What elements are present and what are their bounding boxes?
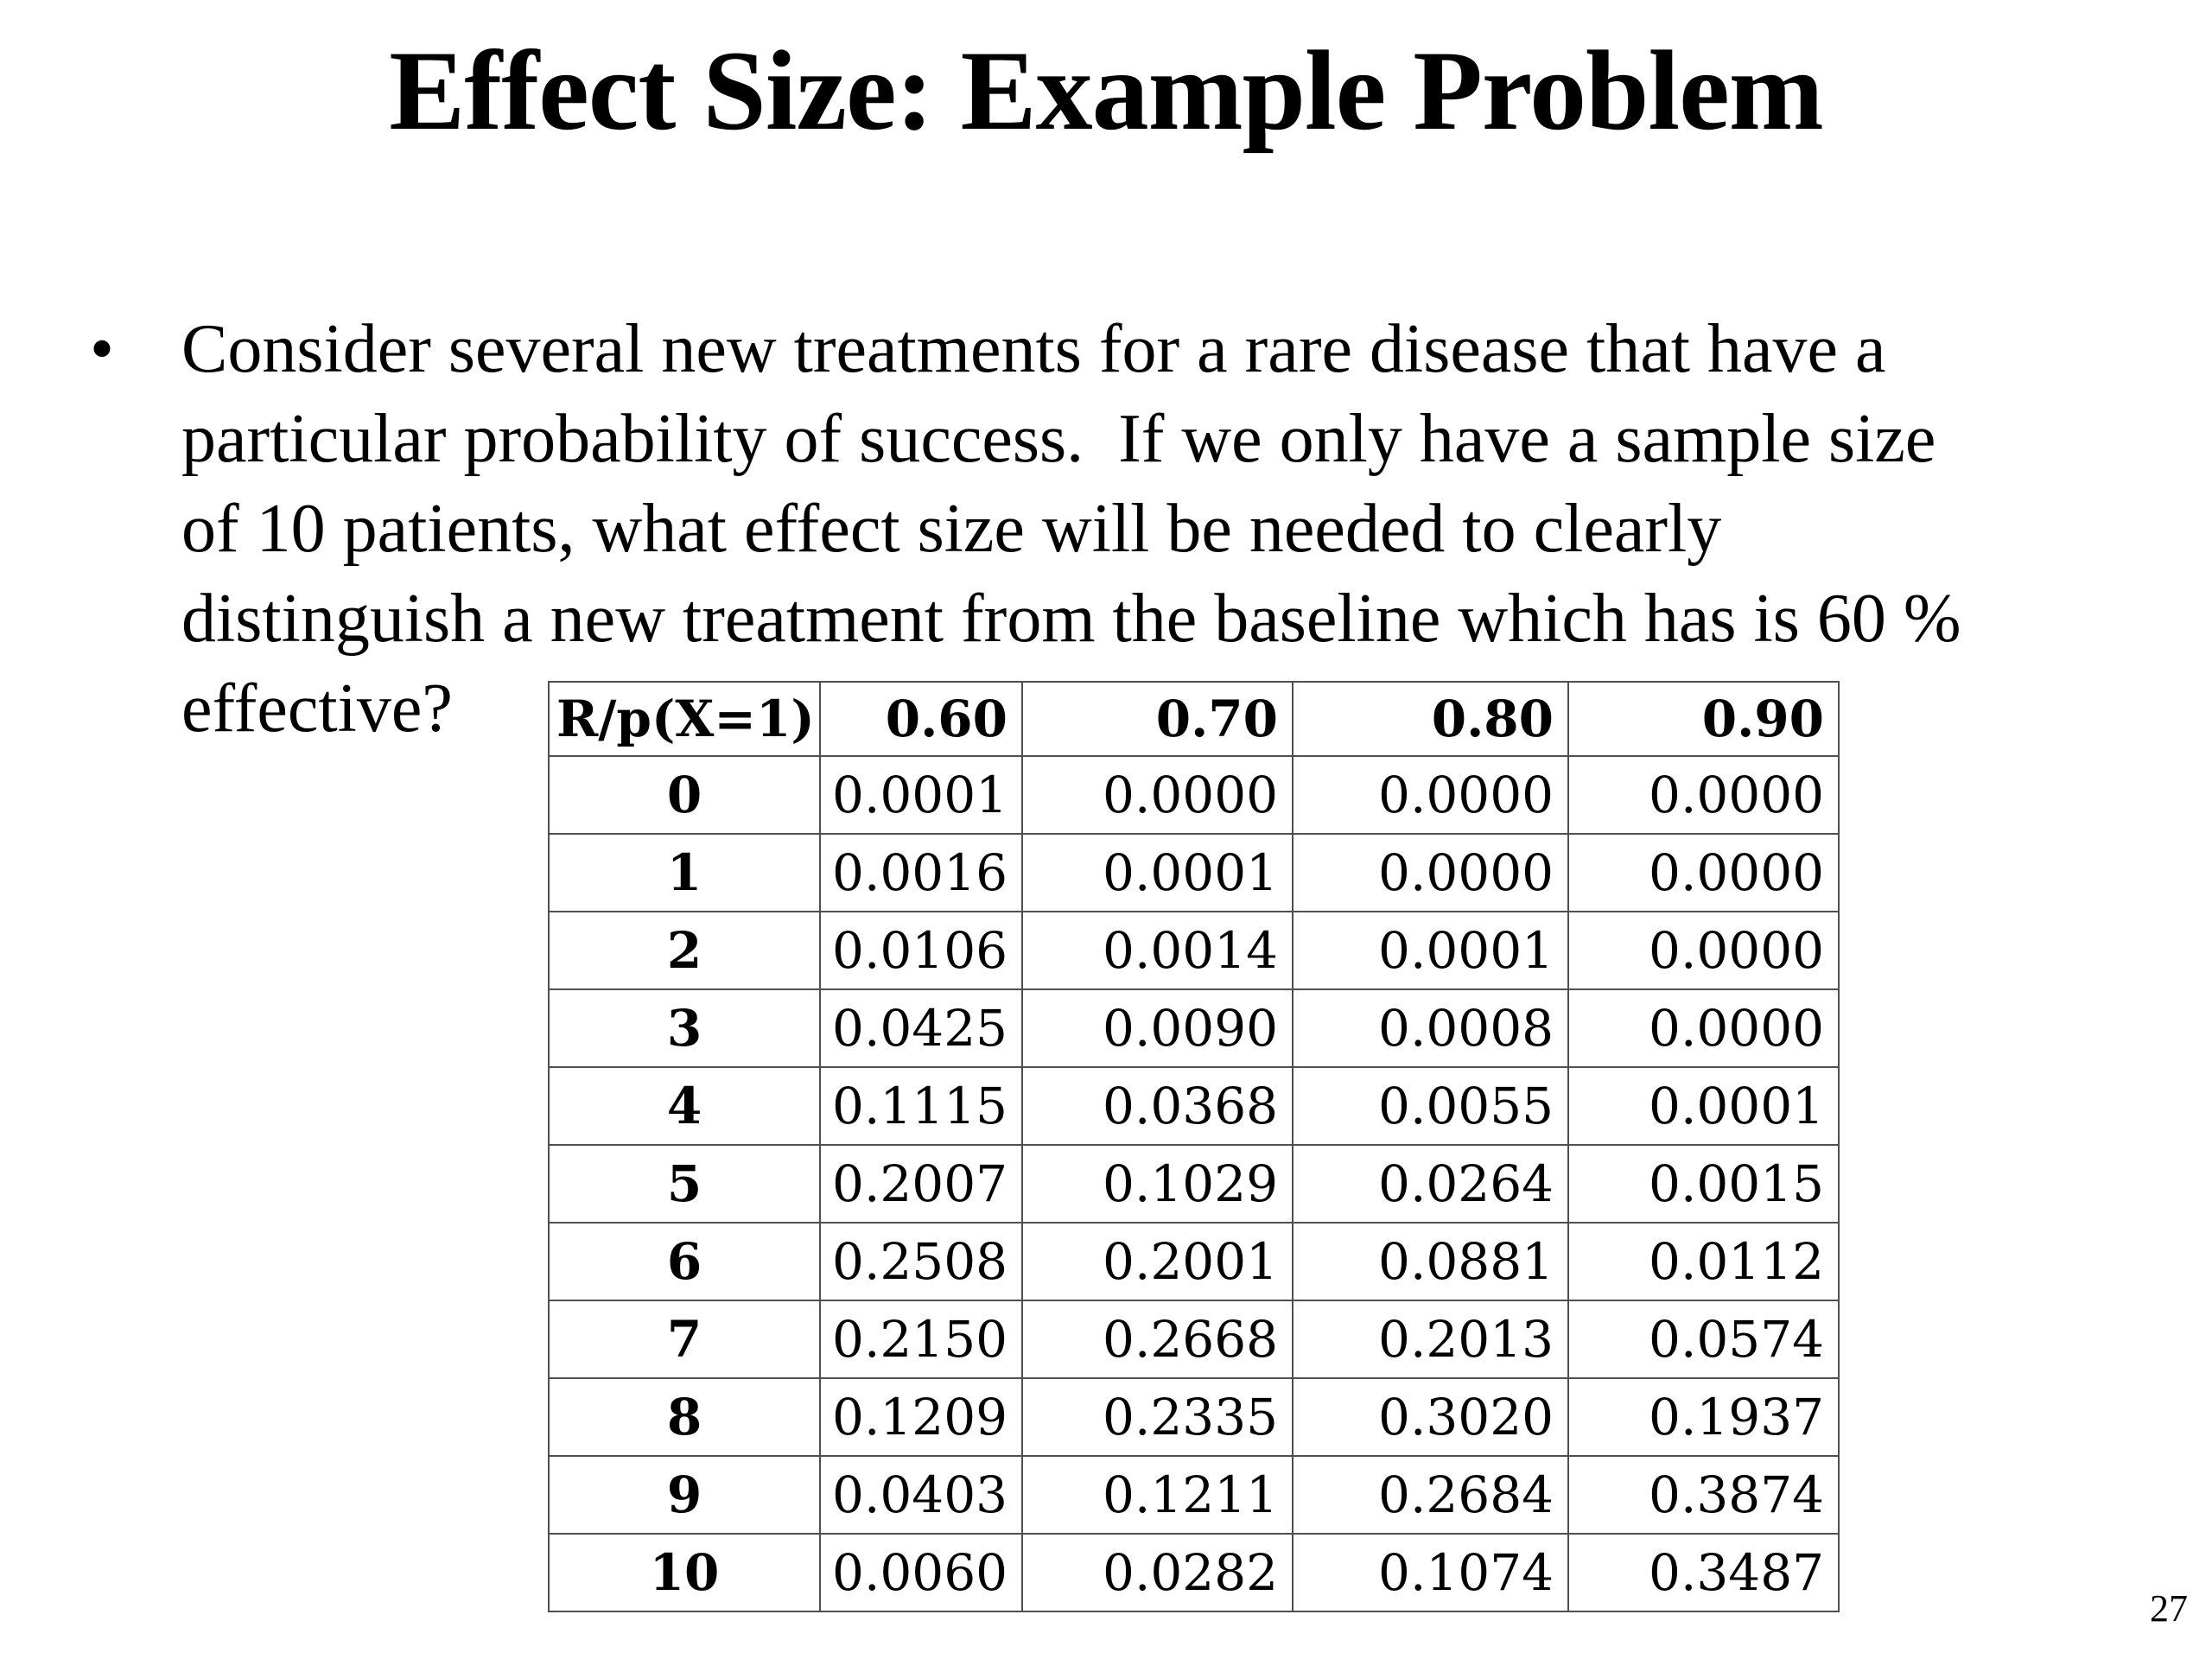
cell-value: 0.0368 — [1022, 1067, 1293, 1145]
table-row-3 — [549, 989, 1839, 1067]
cell-value: 0.3487 — [1568, 1534, 1839, 1611]
cell-value: 0.0000 — [1022, 756, 1293, 834]
cell-value: 0.1074 — [1293, 1534, 1568, 1611]
row-label: 6 — [549, 1223, 820, 1300]
table-row-0 — [549, 756, 1839, 834]
page-number: 27 — [2150, 1587, 2188, 1630]
cell-value: 0.2007 — [820, 1145, 1022, 1223]
cell-value: 0.0001 — [1022, 834, 1293, 912]
table-row-9 — [549, 1456, 1839, 1534]
cell-value: 0.0090 — [1022, 989, 1293, 1067]
row-label: 9 — [549, 1456, 820, 1534]
binomial-probability-table — [548, 681, 1840, 1612]
cell-value: 0.2684 — [1293, 1456, 1568, 1534]
cell-value: 0.0106 — [820, 912, 1022, 989]
table-row-1 — [549, 834, 1839, 912]
cell-value: 0.2013 — [1293, 1300, 1568, 1378]
cell-value: 0.1937 — [1568, 1378, 1839, 1456]
table-header-row — [549, 682, 1839, 756]
cell-value: 0.0014 — [1022, 912, 1293, 989]
cell-value: 0.1115 — [820, 1067, 1022, 1145]
bullet-text-line-5: effective? — [181, 671, 453, 747]
cell-value: 0.0016 — [820, 834, 1022, 912]
cell-value: 0.0000 — [1568, 912, 1839, 989]
table-row-2 — [549, 912, 1839, 989]
cell-value: 0.0000 — [1568, 834, 1839, 912]
table-header-p090: 0.90 — [1568, 682, 1839, 756]
cell-value: 0.0000 — [1293, 834, 1568, 912]
cell-value: 0.2335 — [1022, 1378, 1293, 1456]
cell-value: 0.0001 — [1293, 912, 1568, 989]
slide-title: Effect Size: Example Problem — [389, 27, 1823, 154]
cell-value: 0.2150 — [820, 1300, 1022, 1378]
row-label: 5 — [549, 1145, 820, 1223]
row-label: 8 — [549, 1378, 820, 1456]
cell-value: 0.0008 — [1293, 989, 1568, 1067]
cell-value: 0.0000 — [1568, 756, 1839, 834]
table-row-5 — [549, 1145, 1839, 1223]
cell-value: 0.3874 — [1568, 1456, 1839, 1534]
table-header-corner: R/p(X=1) — [549, 682, 820, 756]
cell-value: 0.2508 — [820, 1223, 1022, 1300]
table-head — [549, 682, 1839, 756]
cell-value: 0.0112 — [1568, 1223, 1839, 1300]
cell-value: 0.2001 — [1022, 1223, 1293, 1300]
cell-value: 0.1209 — [820, 1378, 1022, 1456]
cell-value: 0.0403 — [820, 1456, 1022, 1534]
cell-value: 0.1029 — [1022, 1145, 1293, 1223]
cell-value: 0.0881 — [1293, 1223, 1568, 1300]
bullet-text-line-3: of 10 patients, what effect size will be needed to clearly — [181, 491, 1722, 567]
cell-value: 0.2668 — [1022, 1300, 1293, 1378]
cell-value: 0.0000 — [1293, 756, 1568, 834]
cell-value: 0.0055 — [1293, 1067, 1568, 1145]
bullet-marker: • — [90, 311, 115, 387]
cell-value: 0.0264 — [1293, 1145, 1568, 1223]
cell-value: 0.0001 — [820, 756, 1022, 834]
table-body — [549, 756, 1839, 1611]
cell-value: 0.0060 — [820, 1534, 1022, 1611]
cell-value: 0.0015 — [1568, 1145, 1839, 1223]
row-label: 3 — [549, 989, 820, 1067]
bullet-text-line-2: particular probability of success. If we only have a sample size — [181, 401, 1936, 477]
bullet-text-line-1: Consider several new treatments for a rare disease that have a — [181, 311, 1886, 387]
cell-value: 0.0282 — [1022, 1534, 1293, 1611]
row-label: 4 — [549, 1067, 820, 1145]
cell-value: 0.0000 — [1568, 989, 1839, 1067]
cell-value: 0.0574 — [1568, 1300, 1839, 1378]
row-label: 7 — [549, 1300, 820, 1378]
table-row-7 — [549, 1300, 1839, 1378]
cell-value: 0.0425 — [820, 989, 1022, 1067]
row-label: 0 — [549, 756, 820, 834]
row-label: 10 — [549, 1534, 820, 1611]
cell-value: 0.3020 — [1293, 1378, 1568, 1456]
table-header-p080: 0.80 — [1293, 682, 1568, 756]
table-row-10 — [549, 1534, 1839, 1611]
cell-value: 0.1211 — [1022, 1456, 1293, 1534]
bullet-text-line-4: distinguish a new treatment from the baseline which has is 60 % — [181, 581, 1961, 657]
table-header-p060: 0.60 — [820, 682, 1022, 756]
cell-value: 0.0001 — [1568, 1067, 1839, 1145]
row-label: 2 — [549, 912, 820, 989]
table-row-6 — [549, 1223, 1839, 1300]
table-row-4 — [549, 1067, 1839, 1145]
table-header-p070: 0.70 — [1022, 682, 1293, 756]
row-label: 1 — [549, 834, 820, 912]
table-row-8 — [549, 1378, 1839, 1456]
